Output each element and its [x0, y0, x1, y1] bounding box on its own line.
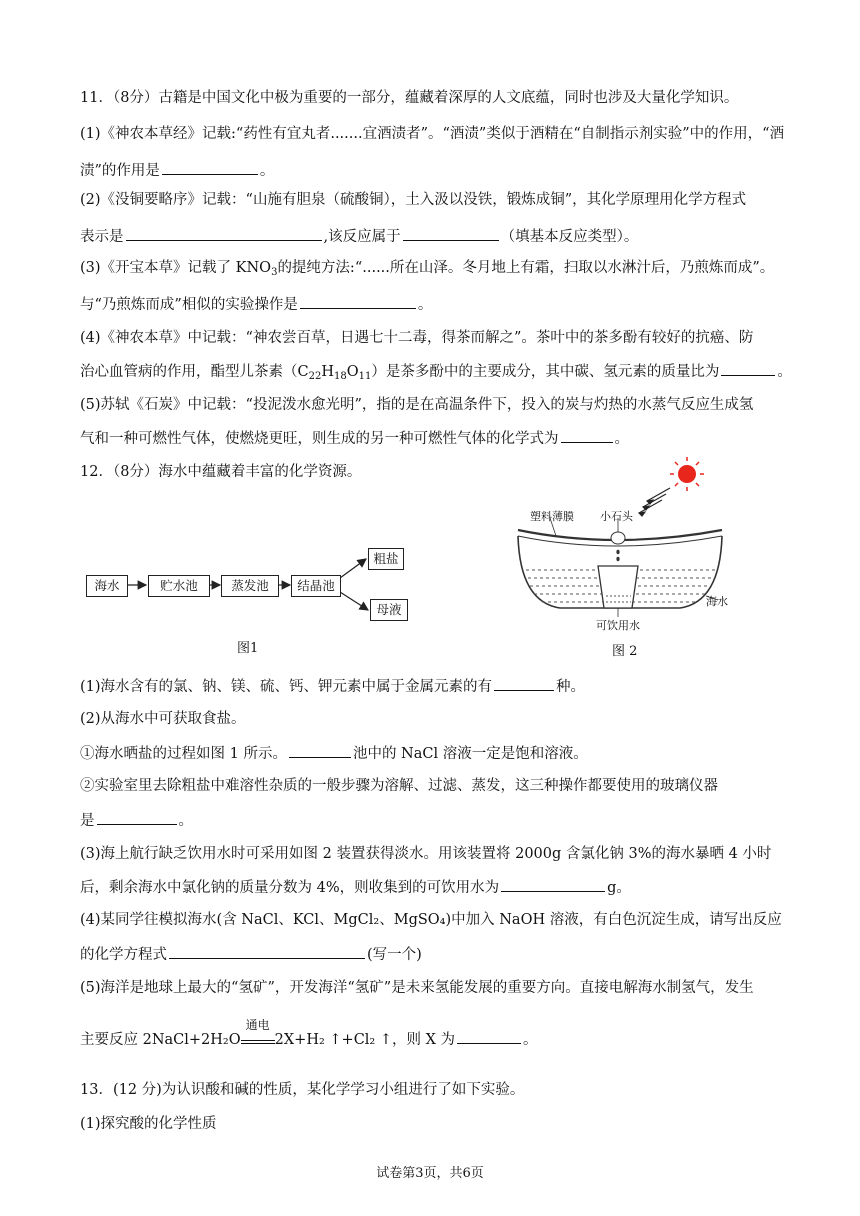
flow-box-storage-pool: 贮水池 — [148, 575, 210, 597]
label-drinking-water: 可饮用水 — [596, 619, 640, 632]
q11-heading: 11．（8分）古籍是中国文化中极为重要的一部分，蕴藏着深厚的人文底蕴，同时也涉及大量化学知识。 — [80, 90, 739, 106]
q12-part2: (2)从海水中可获取食盐。 — [80, 711, 246, 727]
q11-part5-line2: 气和一种可燃性气体，使燃烧更旺，则生成的另一种可燃性气体的化学式为 。 — [80, 428, 629, 449]
q11-part4-line1: (4)《神农本草》中记载：“神农尝百草，日遇七十二毒，得茶而解之”。茶叶中的茶多酚有较好的抗癌、防 — [80, 330, 754, 346]
reaction-condition: 通电 — [241, 1031, 275, 1044]
answer-blank[interactable] — [501, 877, 605, 892]
q12-part5-line2: 主要反应 2NaCl+2H₂O 通电 2X+H₂ ↑+Cl₂ ↑，则 X 为 。 — [80, 1018, 538, 1048]
label-small-stone: 小石头 — [600, 510, 633, 523]
label-plastic-film: 塑料薄膜 — [530, 510, 574, 523]
q11-part1-line2: 渍”的作用是 。 — [80, 160, 274, 181]
q12-part4-line1: (4)某同学往模拟海水(含 NaCl、KCl、MgCl₂、MgSO₄)中加入 NaOH 溶液，有白色沉淀生成，请写出反应 — [80, 912, 782, 928]
q11-part2-line1: (2)《没铜要略序》记载：“山施有胆泉（硫酸铜），土入汲以没铁，锻炼成铜”，其化学原理用化学方程式 — [80, 192, 747, 208]
label-seawater: 海水 — [706, 595, 728, 608]
answer-blank[interactable] — [457, 1029, 521, 1044]
answer-blank[interactable] — [162, 160, 258, 175]
answer-blank[interactable] — [403, 226, 499, 241]
answer-blank[interactable] — [561, 428, 613, 443]
q12-heading: 12．（8分）海水中蕴藏着丰富的化学资源。 — [80, 464, 362, 480]
figure-1-caption: 图1 — [237, 641, 259, 656]
q12-part4-line2: 的化学方程式 (写一个) — [80, 944, 422, 965]
q11-part5-line1: (5)苏轼《石炭》中记载：“投泥泼水愈光明”，指的是在高温条件下，投入的炭与灼热的水蒸气反应生成氢 — [80, 397, 754, 413]
q12-part3-line2: 后，剩余海水中氯化钠的质量分数为 4%，则收集到的可饮用水为 g。 — [80, 877, 631, 898]
q12-part5-line1: (5)海洋是地球上最大的“氢矿”，开发海洋“氢矿”是未来氢能发展的重要方向。直接电解海水制氢气，发生 — [80, 980, 754, 996]
q11-part1-line1: (1)《神农本草经》记载:“药性有宜丸者.......宜酒渍者”。“酒渍”类似于酒精在“自制指示剂实验”中的作用，“酒 — [80, 126, 785, 142]
flow-box-evaporation-pool: 蒸发池 — [221, 575, 279, 597]
answer-blank[interactable] — [169, 944, 365, 959]
q12-part2-i: ①海水晒盐的过程如图 1 所示。 池中的 NaCl 溶液一定是饱和溶液。 — [80, 743, 588, 764]
flow-box-mother-liquor: 母液 — [370, 599, 408, 621]
q11-part3-line1: (3)《开宝本草》记载了 $KNO_3$的提纯方法:“......所在山泽。冬月地上有霜，扫取以水淋汁后，乃煎炼而成”。 — [80, 260, 775, 278]
q12-part3-line1: (3)海上航行缺乏饮用水时可采用如图 2 装置获得淡水。用该装置将 2000g 含氯化钠 3%的海水暴晒 4 小时 — [80, 846, 772, 862]
flow-box-crude-salt: 粗盐 — [368, 548, 404, 570]
q12-part2-ii-line1: ②实验室里去除粗盐中难溶性杂质的一般步骤为溶解、过滤、蒸发，这三种操作都要使用的玻璃仪器 — [80, 778, 718, 794]
q12-part2-ii-line2: 是 。 — [80, 810, 193, 831]
q11-part4-line2: 治心血管病的作用，酯型儿茶素$(C_{22}H_{18}O_{11})$是茶多酚中的主要成分，其中碳、氢元素的质量比为 。 — [80, 361, 792, 387]
flow-box-crystallization-pool: 结晶池 — [291, 575, 341, 597]
answer-blank[interactable] — [97, 810, 177, 825]
q12-part1: (1)海水含有的氯、钠、镁、硫、钙、钾元素中属于金属元素的有 种。 — [80, 676, 585, 697]
q13-heading: 13．(12 分)为认识酸和碱的性质，某化学学习小组进行了如下实验。 — [80, 1082, 525, 1098]
q11-part2-line2: 表示是 ,该反应属于 （填基本反应类型）。 — [80, 226, 638, 247]
answer-blank[interactable] — [300, 294, 416, 309]
q13-part1: (1)探究酸的化学性质 — [80, 1116, 217, 1132]
q11-part3-line2: 与“乃煎炼而成”相似的实验操作是 。 — [80, 294, 432, 315]
figure-2-caption: 图 2 — [612, 644, 638, 659]
answer-blank[interactable] — [126, 226, 322, 241]
flow-box-seawater: 海水 — [86, 575, 128, 597]
sun-icon — [670, 457, 704, 491]
answer-blank[interactable] — [289, 743, 351, 758]
page-footer: 试卷第3页，共6页 — [376, 1166, 484, 1181]
answer-blank[interactable] — [721, 361, 775, 376]
answer-blank[interactable] — [494, 676, 554, 691]
